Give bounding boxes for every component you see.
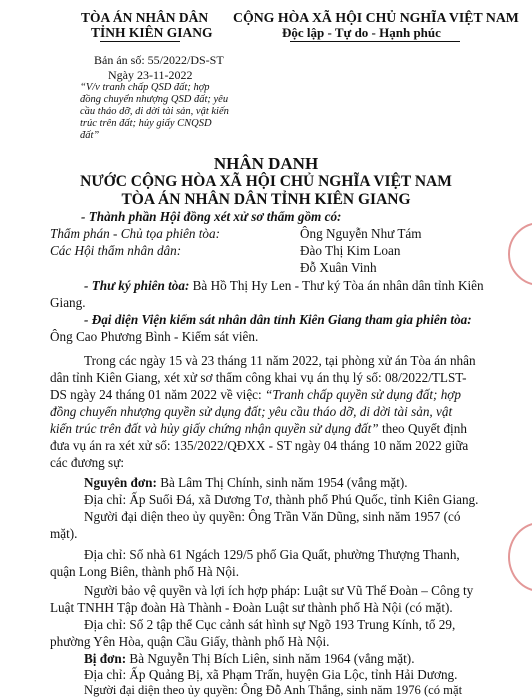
procuracy-name: Ông Cao Phương Bình - Kiểm sát viên. (50, 329, 259, 344)
defendant-address: Địa chỉ: Ấp Quảng Bị, xã Phạm Trấn, huyện Gia Lộc, tỉnh Hải Dương. (84, 667, 458, 682)
stamp-seal-upper (508, 222, 532, 286)
plaintiff-label: Nguyên đơn: (84, 475, 157, 490)
p1-line7: các đương sự: (50, 455, 124, 470)
title-line2: NƯỚC CỘNG HÒA XÃ HỘI CHỦ NGHĨA VIỆT NAM (80, 173, 452, 190)
title-line3: TÒA ÁN NHÂN DÂN TỈNH KIÊN GIANG (121, 191, 411, 208)
plaintiff-address: Địa chỉ: Ấp Suối Đá, xã Dương Tơ, thành phố Phú Quốc, tỉnh Kiên Giang. (84, 492, 479, 507)
header-underline-left (100, 41, 180, 42)
case-date: Ngày 23-11-2022 (108, 68, 193, 82)
judge-name: Ông Nguyễn Như Tám (300, 226, 422, 241)
nation-line2: Độc lập - Tự do - Hạnh phúc (282, 25, 441, 40)
case-number: Bản án số: 55/2022/DS-ST (94, 53, 224, 67)
p1-line5 (50, 421, 467, 438)
rep1-address-line2: quận Long Biên, thành phố Hà Nội. (50, 564, 239, 579)
p1-line6: đưa vụ án ra xét xử số: 135/2022/QĐXX - ST ngày 04 tháng 10 năm 2022 giữa (50, 438, 469, 453)
court-name-line1: TÒA ÁN NHÂN DÂN (81, 10, 209, 25)
assessor-2: Đỗ Xuân Vinh (300, 260, 377, 275)
case-subject: “V/v tranh chấp QSD đất; hợp đồng chuyển nhượng QSD đất; yêu cầu tháo dỡ, di dời tài sản, vật kiến trúc trên đất; hủy giấy CNQSD đất” (80, 82, 229, 141)
court-name-line2: TỈNH KIÊN GIANG (91, 25, 213, 40)
clerk-line2: Giang. (50, 295, 86, 310)
assessors-label: Các Hội thẩm nhân dân: (50, 243, 182, 258)
p1-line5-a: kiến trúc trên đất và hủy giấy chứng nhận quyền sử dụng đất” (50, 421, 379, 436)
judge-label: Thẩm phán - Chủ tọa phiên tòa: (50, 226, 220, 241)
clerk-label: - Thư ký phiên tòa: (84, 278, 190, 293)
header-underline-right (290, 41, 460, 42)
stamp-seal-lower (508, 522, 532, 592)
plaintiff-name: Bà Lâm Thị Chính, sinh năm 1954 (vắng mặt). (156, 475, 408, 490)
procuracy-label: - Đại diện Viện kiểm sát nhân dân tỉnh Kiên Giang tham gia phiên tòa: (84, 312, 472, 327)
clerk-line1 (84, 278, 484, 295)
lawyer-line1: Người bảo vệ quyền và lợi ích hợp pháp: Luật sư Vũ Thế Đoàn – Công ty (84, 583, 474, 598)
defendant-label: Bị đơn: (84, 651, 127, 666)
defendant-line (84, 651, 415, 668)
p1-line3-a: DS ngày 24 tháng 01 năm 2022 về việc: (50, 387, 265, 402)
p1-line3 (50, 387, 461, 404)
rep1-line1: Người đại diện theo ủy quyền: Ông Trần Văn Dũng, sinh năm 1957 (có (84, 509, 461, 524)
p1-line3-b: “Tranh chấp quyền sử dụng đất; hợp (265, 387, 461, 402)
lawyer-line2: Luật TNHH Tập đoàn Hà Thành - Đoàn Luật sư thành phố Hà Nội (có mặt). (50, 600, 453, 615)
rep1-address-line1: Địa chỉ: Số nhà 61 Ngách 129/5 phố Gia Quất, phường Thượng Thanh, (84, 547, 460, 562)
p1-line1: Trong các ngày 15 và 23 tháng 11 năm 2022, tại phòng xử án Tòa án nhân (84, 353, 476, 368)
panel-heading: - Thành phần Hội đồng xét xử sơ thẩm gồm có: (81, 209, 342, 224)
p1-line5-b: theo Quyết định (378, 421, 467, 436)
title-line1: NHÂN DANH (213, 154, 319, 173)
lawyer-address-line2: phường Yên Hòa, quận Cầu Giấy, thành phố Hà Nội. (50, 634, 330, 649)
p1-line2: dân tỉnh Kiên Giang, xét xử sơ thẩm công khai vụ án thụ lý số: 08/2022/TLST- (50, 370, 467, 385)
rep2-line1: Người đại diện theo ủy quyền: Ông Đỗ Anh Thắng, sinh năm 1976 (có mặt (84, 683, 463, 697)
lawyer-address-line1: Địa chỉ: Số 2 tập thể Cục cảnh sát hình sự Ngõ 193 Trung Kính, tổ 29, (84, 617, 456, 632)
rep1-line2: mặt). (50, 526, 78, 541)
plaintiff-line (84, 475, 408, 492)
defendant-name: Bà Nguyễn Thị Bích Liên, sinh năm 1964 (vắng mặt). (126, 651, 415, 666)
p1-line4: đồng chuyển nhượng quyền sử dụng đất; yêu cầu tháo dỡ, di dời tài sản, vật (50, 404, 453, 419)
assessor-1: Đào Thị Kim Loan (300, 243, 401, 258)
clerk-name: Bà Hồ Thị Hy Len - Thư ký Tòa án nhân dân tỉnh Kiên (192, 278, 484, 293)
nation-line1: CỘNG HÒA XÃ HỘI CHỦ NGHĨA VIỆT NAM (233, 10, 519, 25)
